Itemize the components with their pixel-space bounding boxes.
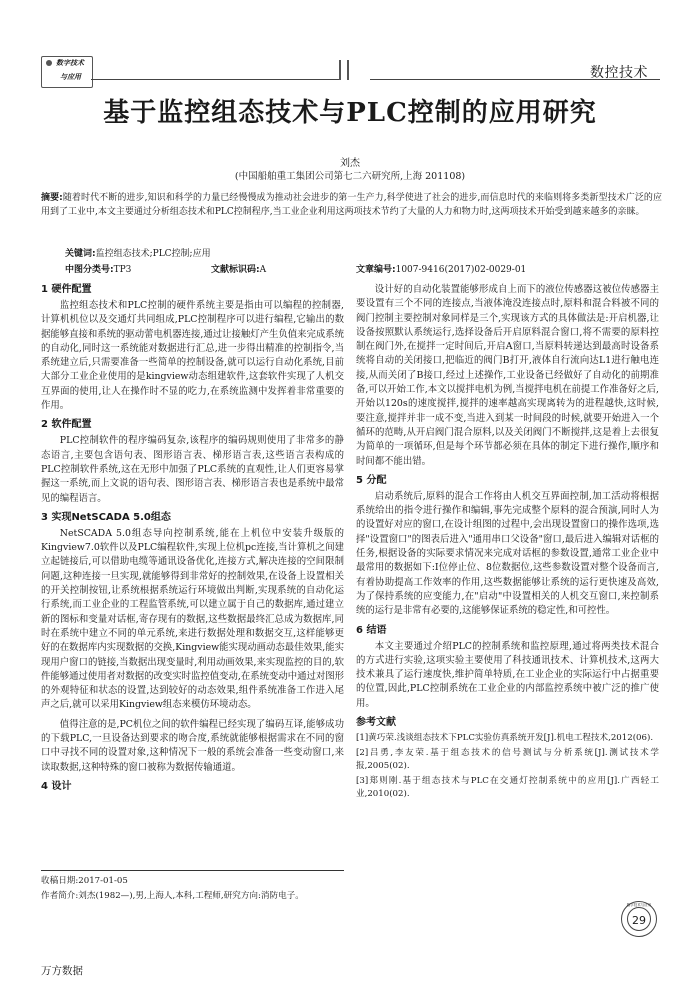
journal-logo-line1: 数字技术 bbox=[56, 58, 84, 67]
section-5-paragraph: 启动系统后,原料的混合工作将由人机交互界面控制,加工活动将根据系统给出的指令进行操作和编辑,事先完成整个原料的混合预演,同时人为的设置好对应的窗口,在设计组图的过程中,会出现设置窗口的操作选项,选择"设置窗口"的图表后进入"通用串口父设备"窗口,最后进入编辑对话框的任务,根据设备的实际要求情况来完成对话框的参数设置,通常工业企业中最常用的数据如下:I位停止位、8位数据位,这些参数设置对整个设备而言,有着协助提高工作效率的作用,这些数据能够让系统的运行更快速及高效,为了保持系统的应变能力,在"启动"中设置相关的人机交互窗口,来控制系统的运行是非常有必要的,这能够保证系统的稳定性,和可控性。 bbox=[356, 490, 659, 617]
references-list bbox=[356, 732, 659, 801]
section-6-title: 6 结语 bbox=[356, 624, 387, 636]
section-1-paragraph: 监控组态技术和PLC控制的硬件系统主要是指由可以编程的控制器,计算机机位以及交通灯共同组成,PLC控制程序可以进行编程,它输出的数据能够直接和系统的驱动蕾电机器连接,通过让接触灯产生负值来完成系统的自动化,同时这一系统能对数据进行汇总,进一步得出精准的控制指令,当系统建立后,只需要准备一些简单的控制设备,就可以运行自动化系统,目前大部分工业企业使用的是kingview动态组建软件,这套软件实现了人机交互界面的使用,让人在操作时不显的吃力,在系统监测中发挥着非常重要的作用。 bbox=[41, 300, 344, 412]
section-4-paragraph: 设计好的自动化装置能够形成自上而下的液位传感器这被位传感器主要设置有三个不同的连接点,当液体淹没连接点时,原料和混合料被不同的阀门控制主要控制对象同样是三个,实现该方式的具体做法是:开启机器,让设备按照默认系统运行,选择设备后开启原料混合窗口,将不需要的原料控制在阀门外,在搅拌一定时间后,开启A窗口,当原料转递达到最高时设备系统将自动的关闭接口,把临近的阀门B打开,液体自行流向达L1进行触电连接,从而关闭了B接口,经过上述操作,工业设备已经做好了自动化的前期准备,可以开始工作,本文以搅拌电机为例,当搅拌电机在前提工作准备好之后,开始以120s的速度搅拌,搅拌的速率越高实现离转为的进程越快,这时候,要注意,搅拌并非一成不变,当进入到某一时间段的时候,就要开始进入一个循环的范畴,从开启阀门混合原料,以及关闭阀门不断搅拌,这是着上去很复为简单的一项循环,但是每个环节都必须在具体的制定下进行操作,顺序和时间都不能出错。 bbox=[356, 284, 659, 467]
section-2-title: 2 软件配置 bbox=[41, 419, 92, 431]
seal-text: 数字技术与应用 bbox=[626, 903, 652, 907]
article-author: 刘杰 bbox=[340, 158, 360, 169]
section-4-title: 4 设计 bbox=[41, 780, 72, 792]
section-1-title: 1 硬件配置 bbox=[41, 284, 92, 295]
references-title: 参考文献 bbox=[356, 717, 396, 729]
author-affiliation: (中国船舶重工集团公司第七二六研究所,上海 201108) bbox=[234, 171, 466, 182]
section-3-title: 3 实现NetSCADA 5.0组态 bbox=[41, 511, 171, 523]
reference-item: [3]郑则刚.基于组态技术与PLC在交通灯控制系统中的应用[J].广西轻工业,2010(02). bbox=[356, 776, 659, 800]
article-title: 基于监控组态技术与PLC控制的应用研究 bbox=[103, 98, 597, 128]
section-heading: 数控技术 bbox=[590, 65, 648, 81]
header-rule-left bbox=[91, 79, 339, 80]
section-3-paragraph-2: 值得注意的是,PC机位之间的软件编程已经实现了编码互译,能够成功的下载PLC,一旦设备达到要求的吻合度,系统就能够根据需求在不同的窗口中寻找不同的设置对象,这种情况下一般的系统会准备一些变动窗口,来读取数据,这种特殊的窗口被称为数据传输通道。 bbox=[41, 718, 344, 773]
reference-item: [2]吕勇,李友荣.基于组态技术的信号测试与分析系统[J].测试技术学报,2005(02). bbox=[356, 748, 659, 772]
article-number: 文章编号:1007-9416(2017)02-0029-01 bbox=[356, 265, 527, 275]
abstract-label: 摘要: bbox=[41, 193, 63, 203]
section-2-paragraph: PLC控制软件的程序编码复杂,该程序的编码规则使用了非常多的静态语言,主要包含语句表、图形语言表、梯形语言表,这些语言表构成的PLC控制软件系统,这在无形中加强了PLC系统的直观性,让人们更容易掌握这一系统,而上文说的语句表、图形语言表、梯形语言表也是系统中最常见的编程语言。 bbox=[41, 435, 344, 504]
page-number: 29 bbox=[632, 914, 646, 927]
abstract-text: 随着时代不断的进步,知识和科学的力量已经慢慢成为推动社会进步的第一生产力,科学使进了社会的进步,而信息时代的来临则将多类新型技术广泛的应用到了工业中,本文主要通过分析组态技术和PLC控制程序,当工业企业利用这两项技术节约了大量的人力和物力时,这两项技术开始受到越来越多的亲睐。 bbox=[41, 193, 662, 217]
keywords-label: 关键词: bbox=[65, 249, 96, 259]
section-6-paragraph: 本文主要通过介绍PLC的控制系统和监控原理,通过将两类技术混合的方式进行实验,这项实验主要使用了科技通讯技术、计算机技术,这两大技术兼具了运行速度快,维护简单特质,在工业企业的实际运行中占据重要的位置,因此,PLC控制系统在工业企业的内部监控系统中被广泛的推广使用。 bbox=[356, 640, 659, 709]
abstract bbox=[41, 191, 662, 219]
header-divider bbox=[339, 60, 363, 80]
keywords-text: 监控组态技术;PLC控制;应用 bbox=[95, 249, 211, 259]
clc-number: 中图分类号:TP3 bbox=[65, 265, 132, 275]
journal-logo-line2: 与应用 bbox=[60, 72, 81, 81]
body-column-right bbox=[356, 283, 659, 803]
author-bio: 作者简介:刘杰(1982—),男,上海人,本科,工程师,研究方向:消防电子。 bbox=[41, 891, 304, 901]
footnote-divider bbox=[41, 870, 344, 871]
section-5-title: 5 分配 bbox=[356, 474, 387, 486]
keywords bbox=[65, 246, 211, 259]
received-date: 收稿日期:2017-01-05 bbox=[41, 876, 128, 886]
footnote bbox=[41, 874, 351, 904]
section-3-paragraph-1: NetSCADA 5.0组态导向控制系统,能在上机位中安装升级版的Kingview7.0软件以及PLC编程软件,实现上位机pc连接,当计算机之间建立起链接后,可以借助电缆等通讯设备优化,连接方式,解决连接的空间限制问题,这种连接一旦实现,就能够得到非常好的控制效果,在设备上设置相关的开关控制按钮,让系统根据系统运行环境做出判断,实现系统的自动化运行系统,而工业企业的工程监管系统,可以建立属于自己的数据库,通过建立新的图标和变量对话框,寄存现有的数据,这些数据最终汇总成为数据库,同时在系统中建立不同的单元系统,来进行数据处理和数据交互,这样能够更好的在数据库内实现数据的交换,Kingview能实现动画动态最佳效果,能实现用户窗口的链接,当数据出现变量时,利用动画效果,来实现监控的目的,软件能够通过使用者对数据的改变实时监控值变动,在系统变动中通过对图形的外观特征和状态的设置,达到较好的动态效果,组件系统准备工作进入尾声之后,就可以采用Kingview组态来模仿环境动态。 bbox=[41, 527, 344, 711]
body-column-left bbox=[41, 283, 344, 796]
document-code: 文献标识码:A bbox=[211, 265, 267, 275]
watermark: 万方数据 bbox=[41, 965, 83, 977]
logo-mark-icon bbox=[46, 60, 52, 66]
reference-item: [1]黄巧荣.浅谈组态技术下PLC实验仿真系统开发[J].机电工程技术,2012(06). bbox=[356, 733, 654, 744]
